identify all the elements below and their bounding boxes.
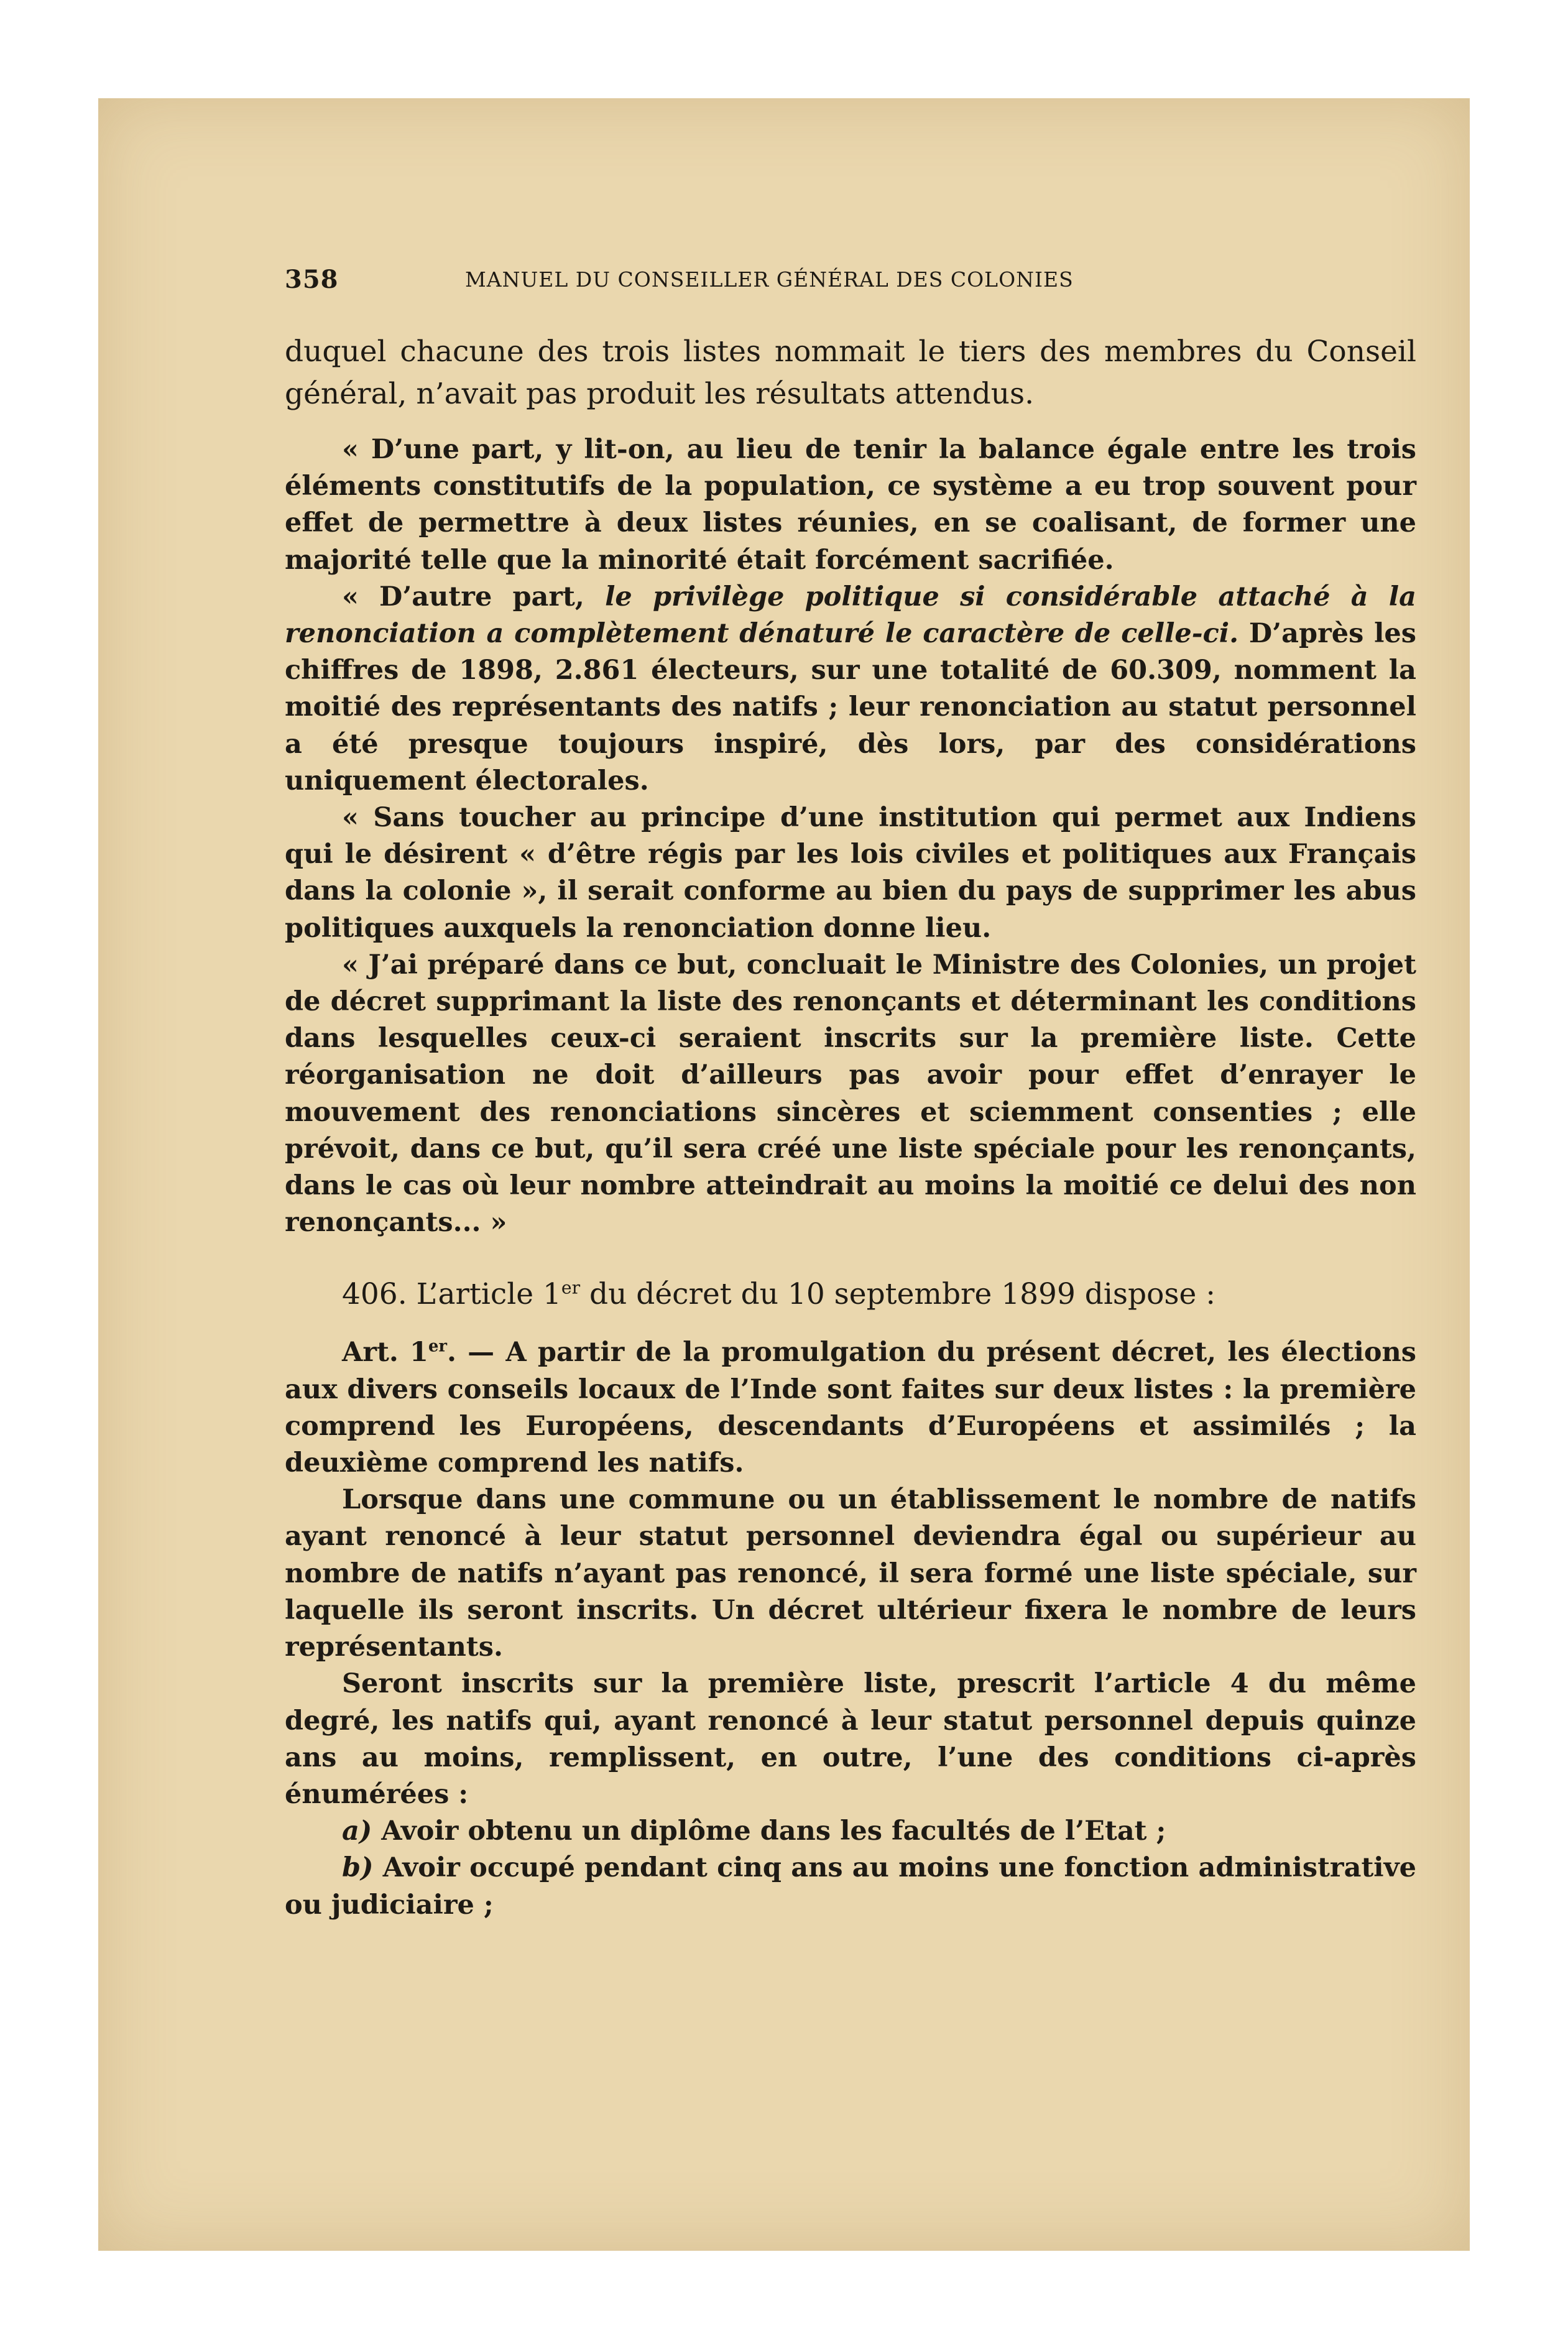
quote-paragraph-1: « D’une part, y lit-on, au lieu de tenir la balance égale entre les trois éléments constitutifs de la population, ce système a eu trop souvent pour effet de permettre à deux listes réunies, en se coalisant, de former une majorité telle que la minorité était forcément sacrifiée. bbox=[285, 434, 1416, 576]
paragraph-continuation: duquel chacune des trois listes nommait le tiers des membres du Conseil général, n’avait pas produit les résultats attendus. bbox=[285, 335, 1416, 411]
quote-paragraph-3: « Sans toucher au principe d’une institution qui permet aux Indiens qui le désirent « d’être régis par les lois civiles et politiques aux Français dans la colonie », il serait conforme au bien du pays de supprimer les abus politiques auxquels la renonciation donne lieu. bbox=[285, 802, 1416, 944]
item-b-letter: b) bbox=[342, 1852, 374, 1884]
item-b-text: Avoir occupé pendant cinq ans au moins une fonction administrative ou judiciaire ; bbox=[285, 1852, 1416, 1921]
quote-paragraph-4: « J’ai préparé dans ce but, concluait le Ministre des Colonies, un projet de décret supprimant la liste des renonçants et déterminant les conditions dans lesquelles ceux-ci seraient inscrits sur la première liste. Cette réorganisation ne doit d’ailleurs pas avoir pour effet d’enrayer le mouvement des renonciations sincères et sciemment consenties ; elle prévoit, dans ce but, qu’il sera créé une liste spéciale pour les renonçants, dans le cas où leur nombre atteindrait au moins la moitié ce delui des non renonçants... » bbox=[285, 949, 1416, 1239]
book-page bbox=[98, 98, 1470, 2251]
section-406-before: 406. L’article 1 bbox=[342, 1277, 561, 1312]
list-item-b bbox=[285, 1850, 1416, 1923]
page-content bbox=[285, 265, 1416, 1924]
item-a-letter: a) bbox=[342, 1816, 372, 1847]
list-item-a bbox=[285, 1813, 1416, 1850]
quote2-end: D’après les chiffres de 1898, 2.861 électeurs, sur une totalité de 60.309, nomment la moitié des représentants des natifs ; leur renonciation au statut personnel a été presque toujours inspiré, dès lors, par des considérations uniquement électorales. bbox=[285, 618, 1416, 796]
quote-paragraph-2 bbox=[285, 579, 1416, 800]
article-1-before: Art. 1 bbox=[342, 1337, 428, 1368]
quote2-start: « D’autre part, bbox=[342, 581, 606, 612]
quote2-italic: le privilège politique si considérable attaché à la renonciation a complètement dénaturé le caractère de celle-ci. bbox=[285, 581, 1416, 650]
running-head bbox=[285, 265, 1416, 302]
section-406-sup: er bbox=[561, 1277, 581, 1298]
article-1-sup: er bbox=[428, 1337, 447, 1357]
section-406-after: du décret du 10 septembre 1899 dispose : bbox=[580, 1277, 1216, 1312]
article-1-after: . — A partir de la promulgation du présent décret, les élections aux divers conseils locaux de l’Inde sont faites sur deux listes : la première comprend les Européens, descendants d’Européens et assimilés ; la deuxième comprend les natifs. bbox=[285, 1337, 1416, 1479]
article-paragraph-3: Seront inscrits sur la première liste, prescrit l’article 4 du même degré, les natifs qui, ayant renoncé à leur statut personnel depuis quinze ans au moins, remplissent, en outre, l’une des conditions ci-après énumérées : bbox=[285, 1668, 1416, 1810]
running-title: MANUEL DU CONSEILLER GÉNÉRAL DES COLONIES bbox=[465, 267, 1074, 292]
section-406-heading bbox=[285, 1273, 1416, 1316]
page-number: 358 bbox=[285, 265, 339, 294]
item-a-text: Avoir obtenu un diplôme dans les facultés de l’Etat ; bbox=[372, 1816, 1166, 1847]
article-block bbox=[285, 1334, 1416, 1923]
article-paragraph-2: Lorsque dans une commune ou un établissement le nombre de natifs ayant renoncé à leur statut personnel deviendra égal ou supérieur au nombre de natifs n’ayant pas renoncé, il sera formé une liste spéciale, sur laquelle ils seront inscrits. Un décret ultérieur fixera le nombre de leurs représentants. bbox=[285, 1484, 1416, 1663]
article-1-paragraph bbox=[285, 1334, 1416, 1482]
